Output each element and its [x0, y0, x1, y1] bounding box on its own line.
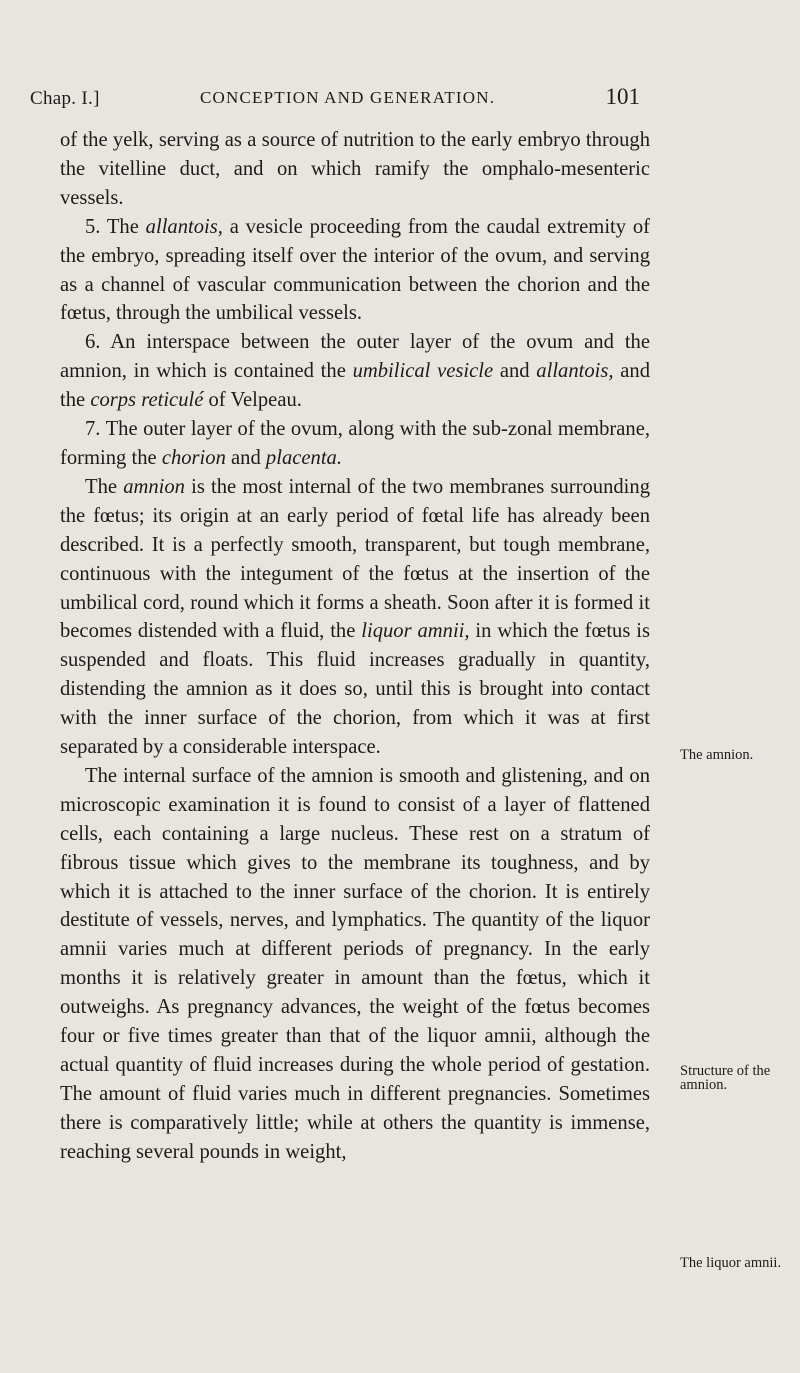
margin-note-liquor-amnii: The liquor amnii.: [680, 1255, 782, 1271]
running-header: [30, 84, 640, 114]
margin-note-structure: Structure of the amnion.: [680, 1063, 771, 1093]
paragraph-amnion: The amnion is the most internal of the two membranes surrounding the fœtus; its origin at an early period of fœtal life has already been described. It is a perfectly smooth, transparent, but tough membrane, continuous with the integument of the fœtus at the insertion of the umbilical cord, round which it forms a sheath. Soon after it is formed it becomes distended with a fluid, the liquor amnii, in which the fœtus is suspended and floats. This fluid increases gradually in quantity, distending the amnion as it does so, until this is brought into contact with the inner surface of the chorion, from which it was at first separated by a considerable interspace.: [60, 475, 650, 759]
paragraph-item-5: 5. The allantois, a vesicle proceeding from the caudal extremity of the embryo, spreading itself over the interior of the ovum, and serving as a channel of vascular communication between the chorion and the fœtus, through the umbilical vessels.: [60, 215, 650, 325]
body-text: [60, 126, 650, 1167]
paragraph-continued: of the yelk, serving as a source of nutrition to the early embryo through the vitelline duct, and on which ramify the omphalo-mesenteric vessels.: [60, 129, 650, 209]
chapter-label: Chap. I.]: [30, 88, 100, 109]
margin-note-amnion: The amnion.: [680, 747, 754, 763]
paragraph-item-7: 7. The outer layer of the ovum, along with the sub-zonal membrane, forming the chorion and placenta.: [60, 418, 650, 469]
running-title: CONCEPTION AND GENERATION.: [200, 88, 496, 107]
page-number: 101: [605, 84, 640, 109]
paragraph-item-6: 6. An interspace between the outer layer of the ovum and the amnion, in which is contained the umbilical vesicle and allantois, and the corps reticulé of Velpeau.: [60, 331, 651, 412]
paragraph-amnion-structure: The internal surface of the amnion is smooth and glistening, and on microscopic examination it is found to consist of a layer of flattened cells, each containing a large nucleus. These rest on a stratum of fibrous tissue which gives to the membrane its toughness, and by which it is attached to the inner surface of the chorion. It is entirely destitute of vessels, nerves, and lymphatics. The quantity of the liquor amnii varies much at different periods of pregnancy. In the early months it is relatively greater in amount than the fœtus, which it outweighs. As pregnancy advances, the weight of the fœtus becomes four or five times greater than that of the liquor amnii, although the actual quantity of fluid increases during the whole period of gestation. The amount of fluid varies much in different pregnancies. Sometimes there is comparatively little; while at others the quantity is immense, reaching several pounds in weight,: [60, 764, 650, 1163]
